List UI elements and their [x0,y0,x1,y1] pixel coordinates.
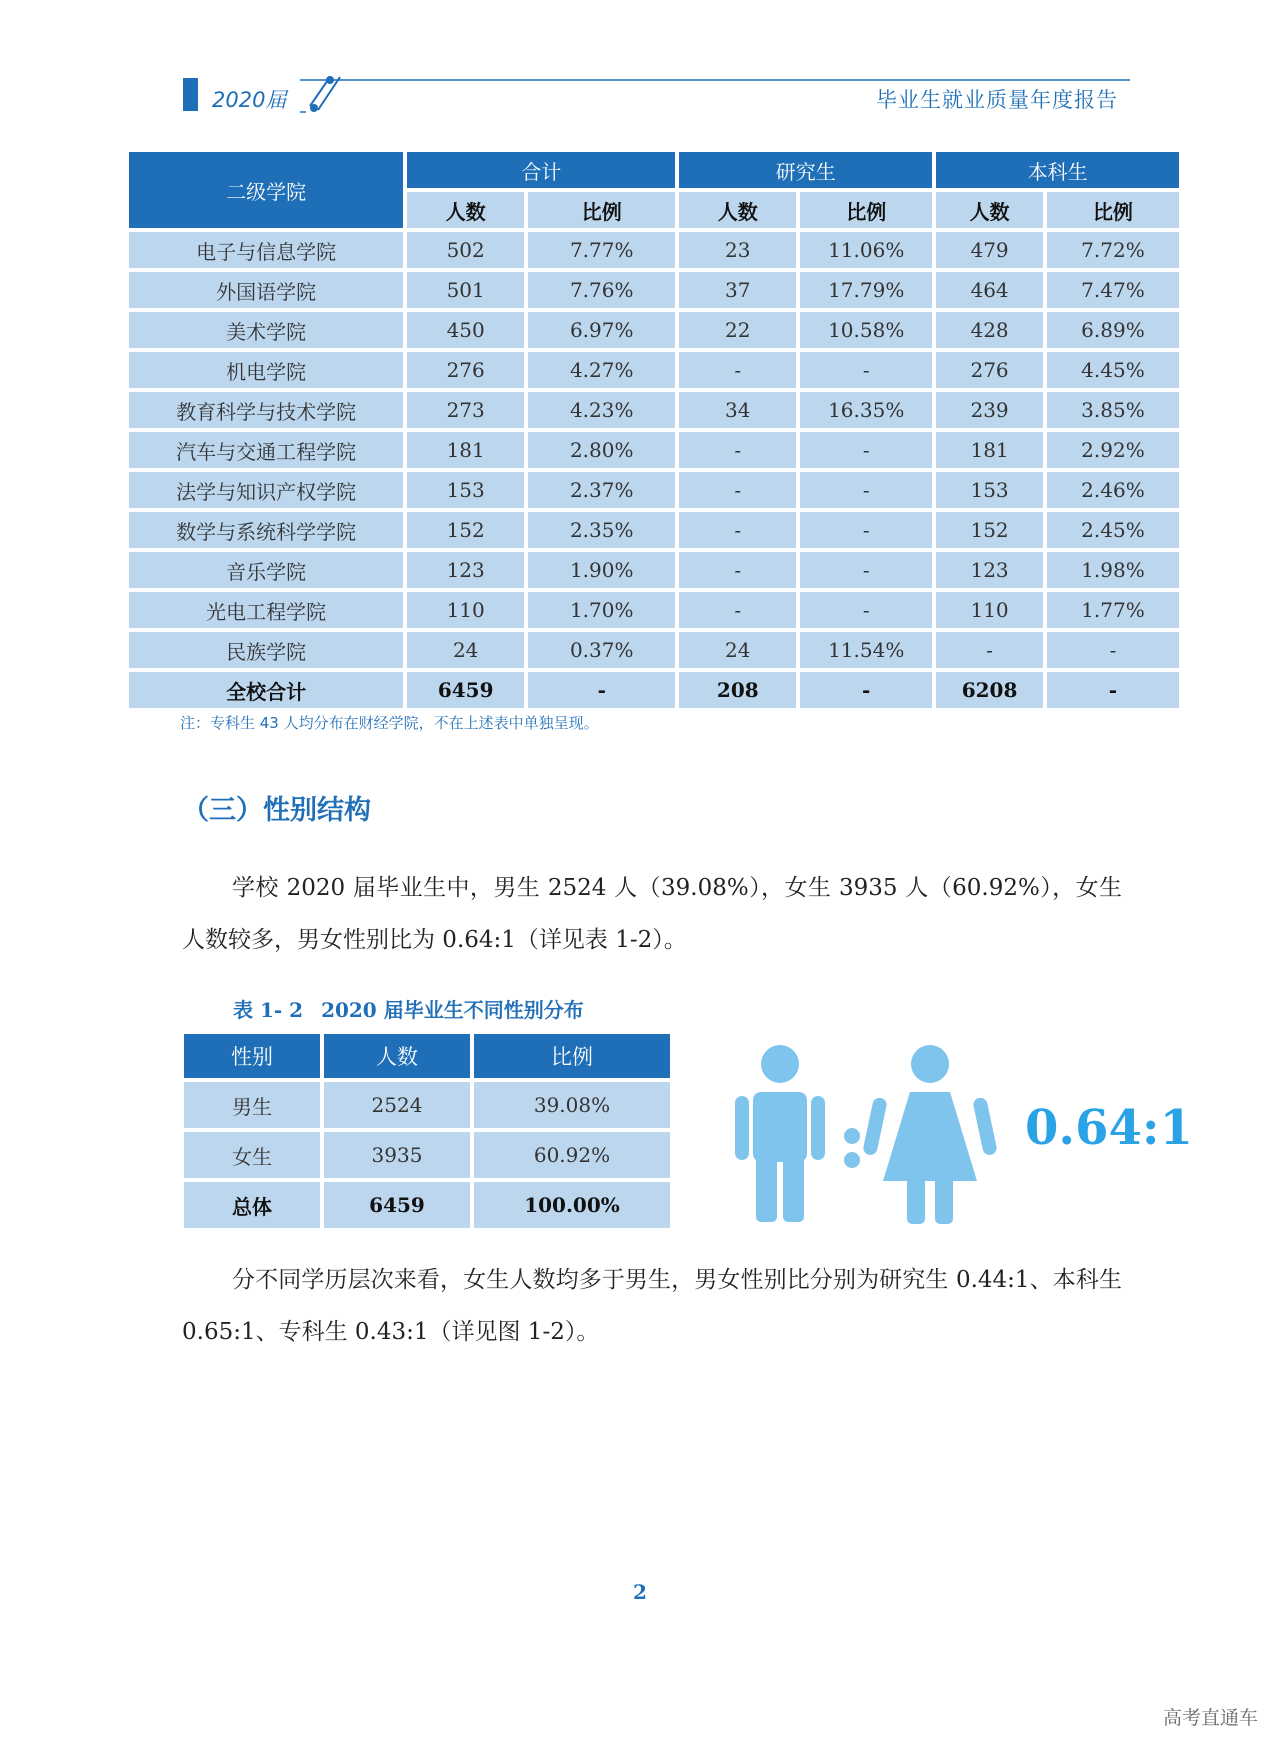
col-header-count: 人数 [936,192,1043,228]
table-row [129,312,1179,348]
college-name-cell: 汽车与交通工程学院 [129,432,403,468]
male-icon [735,1045,825,1222]
college-name-cell: 电子与信息学院 [129,232,403,268]
grad-count-cell: - [679,472,796,508]
college-name-cell: 数学与系统科学学院 [129,512,403,548]
gender-ratio-graphic [725,1036,1005,1226]
total-count-cell: 501 [407,272,524,308]
under-ratio-cell: 3.85% [1047,392,1179,428]
total-ratio-cell: 0.37% [528,632,675,668]
grad-count-cell: 34 [679,392,796,428]
college-table [125,148,1183,712]
total-count: 6459 [407,672,524,708]
under-count-cell: 181 [936,432,1043,468]
grad-count-cell: - [679,352,796,388]
col-header-count: 人数 [679,192,796,228]
header-title: 毕业生就业质量年度报告 [876,88,1118,112]
caption-text: 2020 届毕业生不同性别分布 [321,998,584,1022]
table-note: 注：专科生 43 人均分布在财经学院，不在上述表中单独呈现。 [180,714,599,732]
total-ratio-cell: 1.70% [528,592,675,628]
total-ratio-cell: 2.37% [528,472,675,508]
under-ratio: - [1047,672,1179,708]
total-ratio-cell: 2.35% [528,512,675,548]
watermark: 高考直通车 [1162,1707,1258,1729]
total-count-cell: 110 [407,592,524,628]
college-name-cell: 美术学院 [129,312,403,348]
caption-label: 表 1- 2 [233,998,304,1022]
table-row [129,232,1179,268]
total-count-cell: 273 [407,392,524,428]
total-count-cell: 24 [407,632,524,668]
grad-count-cell: - [679,512,796,548]
table-row [129,552,1179,588]
grad-count-cell: 23 [679,232,796,268]
total-ratio-cell: 7.77% [528,232,675,268]
under-ratio-cell: 2.45% [1047,512,1179,548]
grad-ratio-cell: 11.06% [800,232,932,268]
table-row [184,1132,670,1178]
table-row [129,632,1179,668]
under-ratio-cell: 4.45% [1047,352,1179,388]
header-year: 2020届 [212,88,287,112]
under-count-cell: 239 [936,392,1043,428]
under-ratio-cell: 6.89% [1047,312,1179,348]
total-ratio-cell: 7.76% [528,272,675,308]
college-name-cell: 外国语学院 [129,272,403,308]
grad-count-cell: - [679,432,796,468]
under-count-cell: 123 [936,552,1043,588]
grad-count-cell: - [679,552,796,588]
grad-count-cell: 22 [679,312,796,348]
total-count-cell: 153 [407,472,524,508]
total-count-cell: 181 [407,432,524,468]
table-row [129,512,1179,548]
under-ratio-cell: 2.92% [1047,432,1179,468]
table-row [129,472,1179,508]
table-row [129,432,1179,468]
ratio-cell: 100.00% [474,1182,670,1228]
ratio-cell: 60.92% [474,1132,670,1178]
count-cell: 2524 [324,1082,470,1128]
college-name-cell: 机电学院 [129,352,403,388]
grad-ratio-cell: - [800,592,932,628]
col-header-ratio: 比例 [474,1034,670,1078]
under-ratio-cell: 7.72% [1047,232,1179,268]
total-count-cell: 276 [407,352,524,388]
under-count-cell: 428 [936,312,1043,348]
table-row [129,272,1179,308]
count-cell: 3935 [324,1132,470,1178]
grad-count: 208 [679,672,796,708]
grad-count-cell: 37 [679,272,796,308]
grad-ratio-cell: - [800,472,932,508]
paragraph-gender-by-level: 分不同学历层次来看，女生人数均多于男生，男女性别比分别为研究生 0.44:1、本科生 0.65:1、专科生 0.43:1（详见图 1-2）。 [182,1267,1122,1345]
grad-ratio-cell: - [800,352,932,388]
col-header-count: 人数 [324,1034,470,1078]
col-header-gender: 性别 [184,1034,320,1078]
grad-ratio-cell: - [800,512,932,548]
section-title: （三）性别结构 [182,795,371,826]
female-icon [862,1045,998,1224]
page-number: 2 [633,1580,647,1604]
total-ratio-cell: 4.23% [528,392,675,428]
total-count-cell: 502 [407,232,524,268]
gender-table [180,1030,674,1232]
col-header-graduate: 研究生 [679,152,932,188]
under-ratio-cell: 1.77% [1047,592,1179,628]
paragraph-gender-summary: 学校 2020 届毕业生中，男生 2524 人（39.08%），女生 3935 人（60.92%），女生人数较多，男女性别比为 0.64:1（详见表 1-2）。 [182,875,1122,953]
col-header-ratio: 比例 [800,192,932,228]
total-ratio-cell: 6.97% [528,312,675,348]
total-ratio-cell: 2.80% [528,432,675,468]
grad-ratio-cell: 10.58% [800,312,932,348]
table-caption [233,994,584,1023]
total-label: 全校合计 [129,672,403,708]
grad-ratio: - [800,672,932,708]
col-header-ratio: 比例 [1047,192,1179,228]
under-count-cell: 152 [936,512,1043,548]
table-row [184,1082,670,1128]
total-ratio: - [528,672,675,708]
table-total-row [184,1182,670,1228]
under-count-cell: - [936,632,1043,668]
count-cell: 6459 [324,1182,470,1228]
under-ratio-cell: - [1047,632,1179,668]
grad-ratio-cell: - [800,552,932,588]
under-ratio-cell: 7.47% [1047,272,1179,308]
college-name-cell: 法学与知识产权学院 [129,472,403,508]
table-row [129,392,1179,428]
under-ratio-cell: 1.98% [1047,552,1179,588]
col-header-ratio: 比例 [528,192,675,228]
college-name-cell: 民族学院 [129,632,403,668]
grad-ratio-cell: 11.54% [800,632,932,668]
total-count-cell: 450 [407,312,524,348]
grad-count-cell: - [679,592,796,628]
col-header-total: 合计 [407,152,675,188]
under-ratio-cell: 2.46% [1047,472,1179,508]
ratio-cell: 39.08% [474,1082,670,1128]
table-row [129,592,1179,628]
grad-ratio-cell: 17.79% [800,272,932,308]
grad-ratio-cell: - [800,432,932,468]
header-accent-bar [183,78,198,111]
under-count-cell: 153 [936,472,1043,508]
total-count-cell: 123 [407,552,524,588]
under-count-cell: 110 [936,592,1043,628]
gender-cell: 总体 [184,1182,320,1228]
gender-cell: 女生 [184,1132,320,1178]
total-ratio-cell: 1.90% [528,552,675,588]
table-row [129,352,1179,388]
grad-count-cell: 24 [679,632,796,668]
total-count-cell: 152 [407,512,524,548]
grad-ratio-cell: 16.35% [800,392,932,428]
under-count-cell: 276 [936,352,1043,388]
colon-icon [844,1128,860,1168]
college-name-cell: 音乐学院 [129,552,403,588]
gender-cell: 男生 [184,1082,320,1128]
college-name-cell: 教育科学与技术学院 [129,392,403,428]
college-name-cell: 光电工程学院 [129,592,403,628]
total-ratio-cell: 4.27% [528,352,675,388]
col-header-undergraduate: 本科生 [936,152,1179,188]
under-count-cell: 464 [936,272,1043,308]
gender-ratio-value: 0.64:1 [1025,1100,1194,1156]
under-count: 6208 [936,672,1043,708]
under-count-cell: 479 [936,232,1043,268]
col-header-count: 人数 [407,192,524,228]
col-header-college: 二级学院 [129,152,403,228]
table-total-row [129,672,1179,708]
